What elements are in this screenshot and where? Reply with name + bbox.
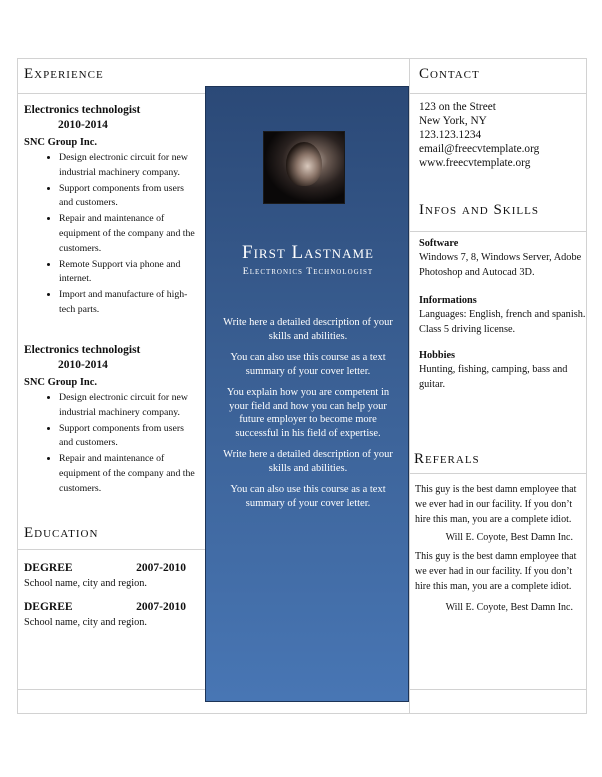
profile-panel bbox=[205, 86, 409, 702]
person-name: First Lastname bbox=[242, 242, 374, 263]
education-rule bbox=[17, 549, 205, 550]
job-title: Electronics technologist bbox=[24, 344, 141, 356]
referal-entry bbox=[415, 482, 581, 545]
referals-heading: Referals bbox=[414, 451, 480, 467]
job-title: Electronics technologist bbox=[24, 104, 141, 116]
software-heading: Software bbox=[419, 238, 459, 249]
job-entry bbox=[24, 103, 200, 319]
school-name: School name, city and region. bbox=[24, 578, 147, 589]
job-duties bbox=[24, 391, 200, 497]
degree: DEGREE bbox=[24, 562, 73, 574]
degree-years: 2007-2010 bbox=[136, 601, 186, 613]
education-entry bbox=[24, 561, 204, 591]
referals-rule bbox=[409, 473, 587, 474]
list-item: • Support components from users and customers. bbox=[59, 422, 200, 452]
summary-paragraph: Write here a detailed description of your skills and abilities. bbox=[223, 317, 393, 342]
education-heading: Education bbox=[24, 525, 99, 541]
hobbies-heading: Hobbies bbox=[419, 350, 456, 362]
education-entry bbox=[24, 600, 204, 630]
profile-summary bbox=[220, 316, 396, 518]
education-section bbox=[24, 561, 204, 630]
list-item: • Import and manufacture of high-tech parts. bbox=[59, 288, 200, 318]
software-text: Windows 7, 8, Windows Server, Adobe Photoshop and Autocad 3D. bbox=[419, 252, 582, 278]
referal-author: Will E. Coyote, Best Damn Inc. bbox=[445, 531, 573, 543]
summary-paragraph: You can also use this course as a text summary of your cover letter. bbox=[230, 352, 386, 377]
experience-heading: Experience bbox=[24, 66, 104, 82]
list-item: • Design electronic circuit for new industrial machinery company. bbox=[59, 391, 200, 421]
list-item: • Repair and maintenance of equipment of the company and the customers. bbox=[59, 212, 200, 256]
job-entry bbox=[24, 343, 200, 498]
informations-heading: Informations bbox=[419, 295, 477, 307]
contact-street: 123 on the Street bbox=[419, 101, 496, 113]
contact-heading: Contact bbox=[419, 66, 480, 82]
person-title: Electronics Technologist bbox=[242, 266, 374, 277]
referal-entry bbox=[415, 549, 581, 616]
summary-paragraph: Write here a detailed description of your skills and abilities. bbox=[223, 449, 393, 474]
summary-paragraph: You explain how you are competent in your field and how you can help your future employer to become more successful in his field of expertise. bbox=[226, 387, 390, 439]
informations-text: Languages: English, french and spanish. bbox=[419, 309, 586, 321]
referals-section bbox=[415, 482, 581, 615]
list-item: • Design electronic circuit for new industrial machinery company. bbox=[59, 151, 200, 181]
contact-email[interactable]: email@freecvtemplate.org bbox=[419, 143, 540, 155]
referal-quote: This guy is the best damn employee that we ever had in our facility. If you don’t hire this man, you are a complete idiot. bbox=[415, 550, 577, 593]
list-item: • Repair and maintenance of equipment of the company and the customers. bbox=[59, 452, 200, 496]
contact-section bbox=[419, 100, 587, 170]
contact-city: New York, NY bbox=[419, 115, 487, 127]
profile-photo bbox=[263, 131, 345, 204]
referal-author: Will E. Coyote, Best Damn Inc. bbox=[445, 602, 573, 614]
column-rule-right bbox=[409, 58, 410, 714]
degree: DEGREE bbox=[24, 601, 73, 613]
job-dates: 2010-2014 bbox=[58, 359, 108, 371]
summary-paragraph: You can also use this course as a text summary of your cover letter. bbox=[230, 484, 386, 509]
portrait-silhouette bbox=[286, 142, 322, 186]
job-company: SNC Group Inc. bbox=[24, 377, 98, 388]
contact-phone: 123.123.1234 bbox=[419, 129, 482, 141]
contact-website[interactable]: www.freecvtemplate.org bbox=[419, 157, 531, 169]
job-company: SNC Group Inc. bbox=[24, 137, 98, 148]
hobbies-text: Hunting, fishing, camping, bass and guitar. bbox=[419, 364, 568, 390]
job-dates: 2010-2014 bbox=[58, 119, 108, 131]
informations-license: Class 5 driving license. bbox=[419, 323, 516, 335]
infos-section bbox=[419, 237, 587, 393]
infos-skills-heading: Infos and Skills bbox=[419, 202, 539, 218]
degree-years: 2007-2010 bbox=[136, 562, 186, 574]
school-name: School name, city and region. bbox=[24, 617, 147, 628]
infos-rule bbox=[409, 231, 587, 232]
list-item: • Support components from users and customers. bbox=[59, 182, 200, 212]
list-item: • Remote Support via phone and internet. bbox=[59, 258, 200, 288]
referal-quote: This guy is the best damn employee that we ever had in our facility. If you don’t hire this man, you are a complete idiot. bbox=[415, 484, 577, 526]
job-duties bbox=[24, 151, 200, 318]
